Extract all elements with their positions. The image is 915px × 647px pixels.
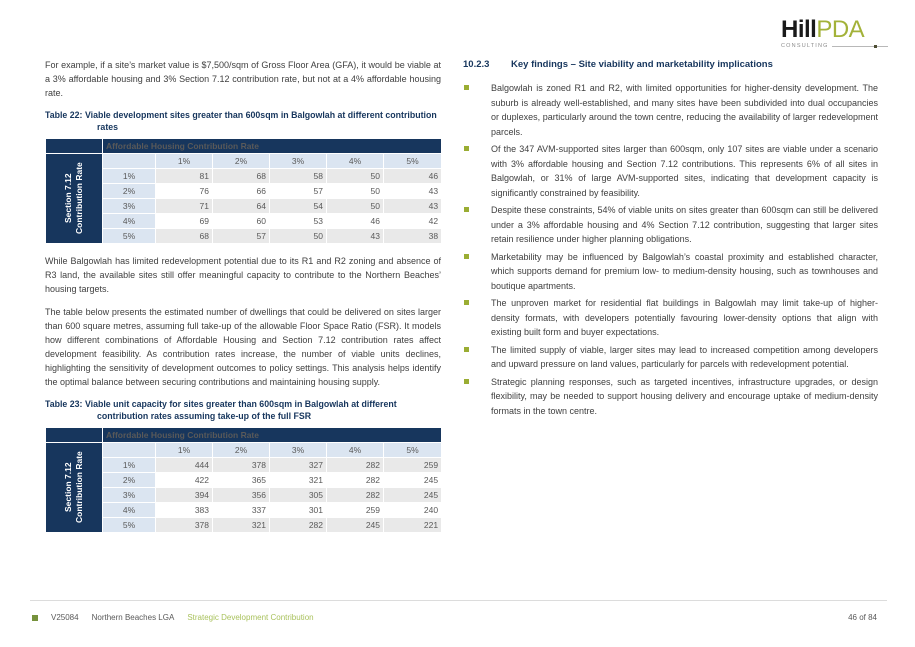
table-23-col-header: 5% — [384, 443, 442, 458]
table-cell: 50 — [327, 199, 384, 214]
table-cell: 42 — [384, 214, 442, 229]
table-cell: 50 — [327, 169, 384, 184]
table-cell: 50 — [270, 229, 327, 244]
table-22-col-header: 3% — [270, 154, 327, 169]
table-row — [46, 473, 442, 488]
table-cell: 43 — [384, 199, 442, 214]
table-cell: 337 — [213, 503, 270, 518]
table-cell: 259 — [327, 503, 384, 518]
table-row — [46, 458, 442, 473]
table-22-blank-cell — [103, 154, 156, 169]
list-item — [463, 250, 878, 294]
bullet-square-icon — [464, 85, 469, 90]
list-item — [463, 375, 878, 419]
table-cell: 46 — [384, 169, 442, 184]
logo-tagline-row — [781, 43, 877, 49]
table-row — [46, 518, 442, 533]
table-cell: 64 — [213, 199, 270, 214]
table-cell: 356 — [213, 488, 270, 503]
table-cell: 221 — [384, 518, 442, 533]
table-cell: 301 — [270, 503, 327, 518]
section-title: Key findings – Site viability and marketability implications — [511, 59, 773, 70]
table-row-label: 1% — [103, 458, 156, 473]
table-cell: 69 — [156, 214, 213, 229]
bullet-text: The limited supply of viable, larger sites may lead to increased competition among developers and upward pressure on land values, particularly for parcels with redevelopment potential. — [491, 344, 878, 369]
table-23 — [45, 427, 442, 533]
bullet-text: Marketability may be influenced by Balgowlah’s coastal proximity and established character, which supports demand for premium low- to medium-density housing, such as townhouses and boutique apartments. — [491, 251, 878, 291]
table-row — [46, 428, 442, 443]
table-row-label: 2% — [103, 184, 156, 199]
table-row-label: 1% — [103, 169, 156, 184]
table-row — [46, 154, 442, 169]
table-row — [46, 503, 442, 518]
table-23-blank-cell — [103, 443, 156, 458]
hillpda-logo — [781, 18, 877, 49]
table-23-side-header-cell — [46, 443, 103, 533]
list-item — [463, 296, 878, 340]
table-cell: 76 — [156, 184, 213, 199]
table-row — [46, 169, 442, 184]
footer-left — [32, 613, 314, 622]
list-item — [463, 142, 878, 200]
logo-hill-text: Hill — [781, 16, 817, 43]
two-column-layout — [45, 58, 878, 543]
table-cell: 383 — [156, 503, 213, 518]
table-cell: 54 — [270, 199, 327, 214]
table-23-side-header: Section 7.12 Contribution Rate — [63, 450, 84, 523]
bullet-text: Despite these constraints, 54% of viable units on sites greater than 600sqm can still be delivered under a 3% affordable housing and 4% Section 7.12 contribution, suggesting that larger sites retain resilience under higher planning obligations. — [491, 205, 878, 244]
table-cell: 60 — [213, 214, 270, 229]
table-row — [46, 229, 442, 244]
bullet-text: Strategic planning responses, such as targeted incentives, infrastructure upgrades, or design flexibility, may be needed to support housing delivery and encourage uptake of medium-density formats in the town centre. — [491, 376, 878, 416]
table-row-label: 4% — [103, 214, 156, 229]
table-cell: 321 — [270, 473, 327, 488]
table-cell: 394 — [156, 488, 213, 503]
table-cell: 282 — [270, 518, 327, 533]
logo-rule — [832, 46, 888, 47]
section-number: 10.2.3 — [463, 59, 490, 70]
list-item — [463, 343, 878, 372]
section-heading — [463, 58, 878, 71]
table-cell: 365 — [213, 473, 270, 488]
logo-square-icon — [874, 45, 877, 48]
table-22-caption-text: Viable development sites greater than 600sqm in Balgowlah at different contribution rates — [84, 110, 437, 132]
logo-pda-text: PDA — [816, 16, 865, 43]
table-row-label: 5% — [103, 229, 156, 244]
bullet-text: The unproven market for residential flat buildings in Balgowlah may limit take-up of higher-density formats, with developers potentially favouring lower-density options that align with existing built form and buyer expectations. — [491, 298, 878, 337]
table-cell: 53 — [270, 214, 327, 229]
bullet-text: Of the 347 AVM-supported sites larger than 600sqm, only 107 sites are viable under a scenario with 3% affordable housing and Section 7.12 contributions. This represents 6% of all sites in Balgowlah, or 31% of large AVM-supported sites, indicating that development capacity is significantly constrained by feasibility. — [491, 144, 878, 198]
footer-client: Northern Beaches LGA — [91, 613, 175, 622]
table-cell: 66 — [213, 184, 270, 199]
table-23-col-header: 4% — [327, 443, 384, 458]
paragraph-table-intro: The table below presents the estimated number of dwellings that could be delivered on sites larger than 600 square metres, assuming full take-up of the allowable Floor Space Ratio (FSR). It models how different combinations of Affordable Housing and Section 7.12 contribution rates affect development feasibility. As contribution rates increase, the number of viable units declines, highlighting the sensitivity of development outcomes to policy settings. This analysis helps identify the optimal balance between securing contributions and maintaining housing supply. — [45, 307, 441, 387]
table-cell: 378 — [213, 458, 270, 473]
bullet-square-icon — [464, 146, 469, 151]
table-23-col-header: 3% — [270, 443, 327, 458]
table-cell: 422 — [156, 473, 213, 488]
table-cell: 43 — [384, 184, 442, 199]
table-cell: 305 — [270, 488, 327, 503]
key-findings-list — [463, 81, 878, 418]
table-22 — [45, 138, 442, 244]
table-row-label: 3% — [103, 199, 156, 214]
table-22-side-header: Section 7.12 Contribution Rate — [63, 161, 84, 234]
table-cell: 327 — [270, 458, 327, 473]
table-row — [46, 184, 442, 199]
table-cell: 71 — [156, 199, 213, 214]
table-23-caption-text: Viable unit capacity for sites greater than 600sqm in Balgowlah at different contribution rates assuming take-up of the full FSR — [84, 399, 397, 421]
table-cell: 282 — [327, 488, 384, 503]
table-cell: 259 — [384, 458, 442, 473]
table-23-top-header: Affordable Housing Contribution Rate — [103, 428, 442, 443]
table-cell: 68 — [156, 229, 213, 244]
bullet-square-icon — [464, 254, 469, 259]
table-22-caption — [45, 109, 441, 133]
table-cell: 321 — [213, 518, 270, 533]
table-row-label: 5% — [103, 518, 156, 533]
table-22-col-header: 2% — [213, 154, 270, 169]
logo-tagline: CONSULTING — [781, 43, 829, 49]
list-item — [463, 81, 878, 139]
table-22-col-header: 5% — [384, 154, 442, 169]
bullet-square-icon — [464, 300, 469, 305]
table-cell: 50 — [327, 184, 384, 199]
table-row-label: 3% — [103, 488, 156, 503]
table-row-label: 4% — [103, 503, 156, 518]
table-cell: 245 — [384, 473, 442, 488]
table-23-col-header: 2% — [213, 443, 270, 458]
table-row — [46, 443, 442, 458]
table-cell: 240 — [384, 503, 442, 518]
table-23-caption-label: Table 23: — [45, 399, 83, 409]
table-row-label: 2% — [103, 473, 156, 488]
table-row — [46, 139, 442, 154]
footer-project-name: Strategic Development Contribution — [187, 613, 314, 622]
bullet-text: Balgowlah is zoned R1 and R2, with limited opportunities for higher-density development. The suburb is already well-established, and many sites have been subdivided into dual occupancies or duplexes, particularly around the town centre, reducing the availability of larger redevelopment parcels. — [491, 83, 878, 137]
table-cell: 282 — [327, 458, 384, 473]
bullet-square-icon — [464, 207, 469, 212]
footer-square-icon — [32, 615, 38, 621]
table-cell: 245 — [327, 518, 384, 533]
table-row — [46, 214, 442, 229]
table-22-top-header: Affordable Housing Contribution Rate — [103, 139, 442, 154]
table-cell: 57 — [270, 184, 327, 199]
table-cell: 378 — [156, 518, 213, 533]
table-cell: 43 — [327, 229, 384, 244]
footer — [32, 613, 877, 622]
table-cell: 282 — [327, 473, 384, 488]
table-cell: 81 — [156, 169, 213, 184]
table-22-col-header: 1% — [156, 154, 213, 169]
table-22-caption-label: Table 22: — [45, 110, 83, 120]
table-cell: 245 — [384, 488, 442, 503]
table-cell: 58 — [270, 169, 327, 184]
logo-wordmark — [781, 18, 877, 42]
footer-divider — [30, 600, 887, 601]
left-column — [45, 58, 441, 543]
table-cell: 68 — [213, 169, 270, 184]
paragraph-example: For example, if a site’s market value is $7,500/sqm of Gross Floor Area (GFA), it would be viable at a 3% affordable housing and 3% Section 7.12 contribution rate, but not at a 4% affordable housing rate. — [45, 60, 441, 98]
paragraph-redevelopment: While Balgowlah has limited redevelopment potential due to its R1 and R2 zoning and absence of R3 land, the available sites still offer meaningful capacity to contribute to the Northern Beaches’ housing targets. — [45, 256, 441, 294]
table-23-corner-cell — [46, 428, 103, 443]
table-22-col-header: 4% — [327, 154, 384, 169]
table-row — [46, 488, 442, 503]
bullet-square-icon — [464, 379, 469, 384]
table-22-corner-cell — [46, 139, 103, 154]
right-column — [463, 58, 878, 543]
table-cell: 38 — [384, 229, 442, 244]
footer-page-number: 46 of 84 — [848, 613, 877, 622]
table-22-side-header-cell — [46, 154, 103, 244]
table-23-caption — [45, 398, 441, 422]
table-cell: 444 — [156, 458, 213, 473]
bullet-square-icon — [464, 347, 469, 352]
list-item — [463, 203, 878, 247]
table-cell: 57 — [213, 229, 270, 244]
footer-project-code: V25084 — [51, 613, 79, 622]
table-23-col-header: 1% — [156, 443, 213, 458]
table-row — [46, 199, 442, 214]
table-cell: 46 — [327, 214, 384, 229]
